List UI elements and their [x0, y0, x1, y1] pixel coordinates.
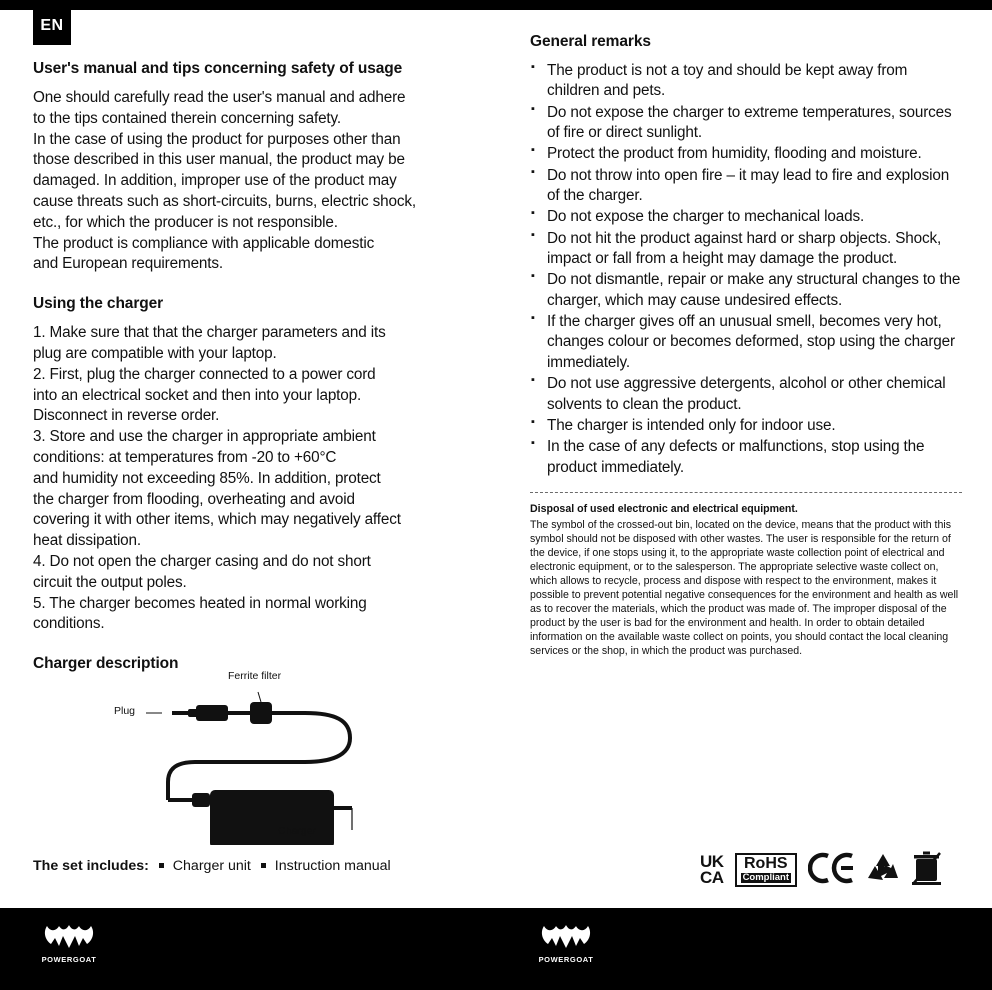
goat-head-icon	[41, 924, 97, 950]
manual-line: and European requirements.	[33, 255, 223, 273]
rohs-line1: RoHS	[744, 855, 788, 873]
bullet-square-icon	[261, 863, 266, 868]
manual-line: etc., for which the producer is not responsible.	[33, 213, 338, 231]
set-includes-item: Charger unit	[172, 858, 251, 874]
recycle-icon	[865, 851, 901, 885]
goat-logo-icon	[530, 924, 602, 954]
brand-name: POWERGOAT	[41, 955, 97, 964]
general-remarks-heading: General remarks	[530, 33, 651, 50]
step-line: circuit the output poles.	[33, 573, 187, 591]
manual-line: damaged. In addition, improper use of the product may	[33, 172, 397, 190]
step-line: into an electrical socket and then into your laptop.	[33, 386, 362, 404]
using-charger-steps	[33, 323, 483, 635]
manual-line: those described in this user manual, the product may be	[33, 151, 405, 169]
ce-mark	[808, 852, 854, 889]
brand-logo	[530, 924, 602, 974]
rohs-mark	[735, 853, 797, 887]
certification-marks	[700, 848, 965, 892]
charger-description-heading: Charger description	[33, 655, 179, 673]
step-line: and humidity not exceeding 85%. In addition, protect	[33, 469, 381, 487]
ce-mark-icon	[808, 852, 854, 884]
right-column	[530, 33, 962, 659]
manual-line: In the case of using the product for purposes other than	[33, 130, 401, 148]
bottom-black-bar	[0, 908, 992, 990]
goat-logo-icon	[33, 924, 105, 954]
manual-line: One should carefully read the user's manual and adhere	[33, 89, 406, 106]
manual-line: to the tips contained therein concerning safety.	[33, 109, 341, 127]
brand-name: POWERGOAT	[538, 955, 594, 964]
ukca-line2: CA	[700, 868, 724, 887]
step-line: 1. Make sure that that the charger parameters and its	[33, 324, 386, 342]
rohs-line2: Compliant	[742, 872, 790, 884]
divider	[530, 492, 962, 493]
step-line: plug are compatible with your laptop.	[33, 344, 277, 362]
brand-logo	[33, 924, 105, 974]
list-item: ▪ Do not use aggressive detergents, alcohol or other chemical solvents to clean the product.	[530, 374, 962, 415]
list-item: ▪ Do not hit the product against hard or sharp objects. Shock, impact or fall from a height may damage the product.	[530, 229, 962, 270]
manual-heading: User's manual and tips concerning safety of usage	[33, 60, 403, 77]
ukca-mark	[700, 851, 724, 887]
language-badge: EN	[33, 7, 71, 45]
step-line: Disconnect in reverse order.	[33, 407, 220, 425]
step-line: 2. First, plug the charger connected to a power cord	[33, 365, 376, 383]
crossed-out-bin-icon	[912, 850, 942, 886]
set-includes-item: Instruction manual	[274, 858, 391, 874]
list-item: ▪ Do not expose the charger to mechanical loads.	[530, 207, 962, 227]
left-column	[33, 60, 483, 683]
step-line: 5. The charger becomes heated in normal working	[33, 594, 367, 612]
list-item: ▪ Do not throw into open fire – it may lead to fire and explosion of the charger.	[530, 166, 962, 207]
weee-mark	[912, 850, 942, 891]
disposal-text: The symbol of the crossed-out bin, located on the device, means that the product with this symbol should not be disposed with other wastes. The user is responsible for the return of the device, if one stops using it, to the appropriate waste collection point of electrical and electronic equipment, or to the salesperson. The appropriate selective waste collect on, which allows to recycle, process and dispose with respect to the environment, makes it possible to prevent potential negative consequences for the environment and health as well as to recover the materials, which the product was made of. The improper disposal of the product by the user is bad for the environment and health. In order to obtain detailed information on the available waste collect on points, you should contact the local cleaning services or the shop, in which the product was purchased.	[530, 518, 959, 657]
list-item: ▪ The charger is intended only for indoor use.	[530, 416, 962, 436]
charger-diagram-svg	[100, 670, 460, 845]
set-includes	[33, 858, 391, 874]
step-line: 4. Do not open the charger casing and do not short	[33, 552, 371, 570]
manual-paragraph	[33, 88, 483, 275]
manual-line: cause threats such as short-circuits, burns, electric shock,	[33, 192, 416, 210]
diagram-label-charger: Charger	[278, 825, 316, 837]
using-charger-heading: Using the charger	[33, 295, 164, 313]
step-line: 3. Store and use the charger in appropriate ambient	[33, 428, 376, 446]
goat-head-icon	[538, 924, 594, 950]
recycle-mark	[865, 851, 901, 890]
ukca-line1: UK	[700, 851, 724, 871]
set-includes-label: The set includes:	[33, 858, 149, 874]
manual-line: The product is compliance with applicable domestic	[33, 234, 375, 252]
step-line: the charger from flooding, overheating and avoid	[33, 490, 355, 508]
step-line: conditions.	[33, 615, 105, 633]
list-item: ▪ Protect the product from humidity, flooding and moisture.	[530, 144, 962, 164]
charger-diagram	[100, 670, 460, 845]
list-item: ▪ In the case of any defects or malfunctions, stop using the product immediately.	[530, 437, 962, 478]
step-line: covering it with other items, which may negatively affect	[33, 511, 401, 529]
step-line: heat dissipation.	[33, 532, 142, 550]
diagram-label-plug: Plug	[114, 705, 136, 717]
list-item: ▪ Do not dismantle, repair or make any structural changes to the charger, which may cause undesired effects.	[530, 270, 962, 311]
list-item: ▪ The product is not a toy and should be kept away from children and pets.	[530, 61, 962, 102]
bullet-square-icon	[159, 863, 164, 868]
top-black-bar	[0, 0, 992, 10]
diagram-label-ferrite: Ferrite filter	[228, 670, 282, 682]
step-line: conditions: at temperatures from -20 to +60°C	[33, 448, 337, 466]
disposal-title: Disposal of used electronic and electrical equipment.	[530, 502, 798, 515]
list-item: ▪ Do not expose the charger to extreme temperatures, sources of fire or direct sunlight.	[530, 103, 962, 144]
general-remarks-list	[530, 61, 962, 478]
list-item: ▪ If the charger gives off an unusual smell, becomes very hot, changes colour or becomes deformed, stop using the charger immediately.	[530, 312, 962, 373]
